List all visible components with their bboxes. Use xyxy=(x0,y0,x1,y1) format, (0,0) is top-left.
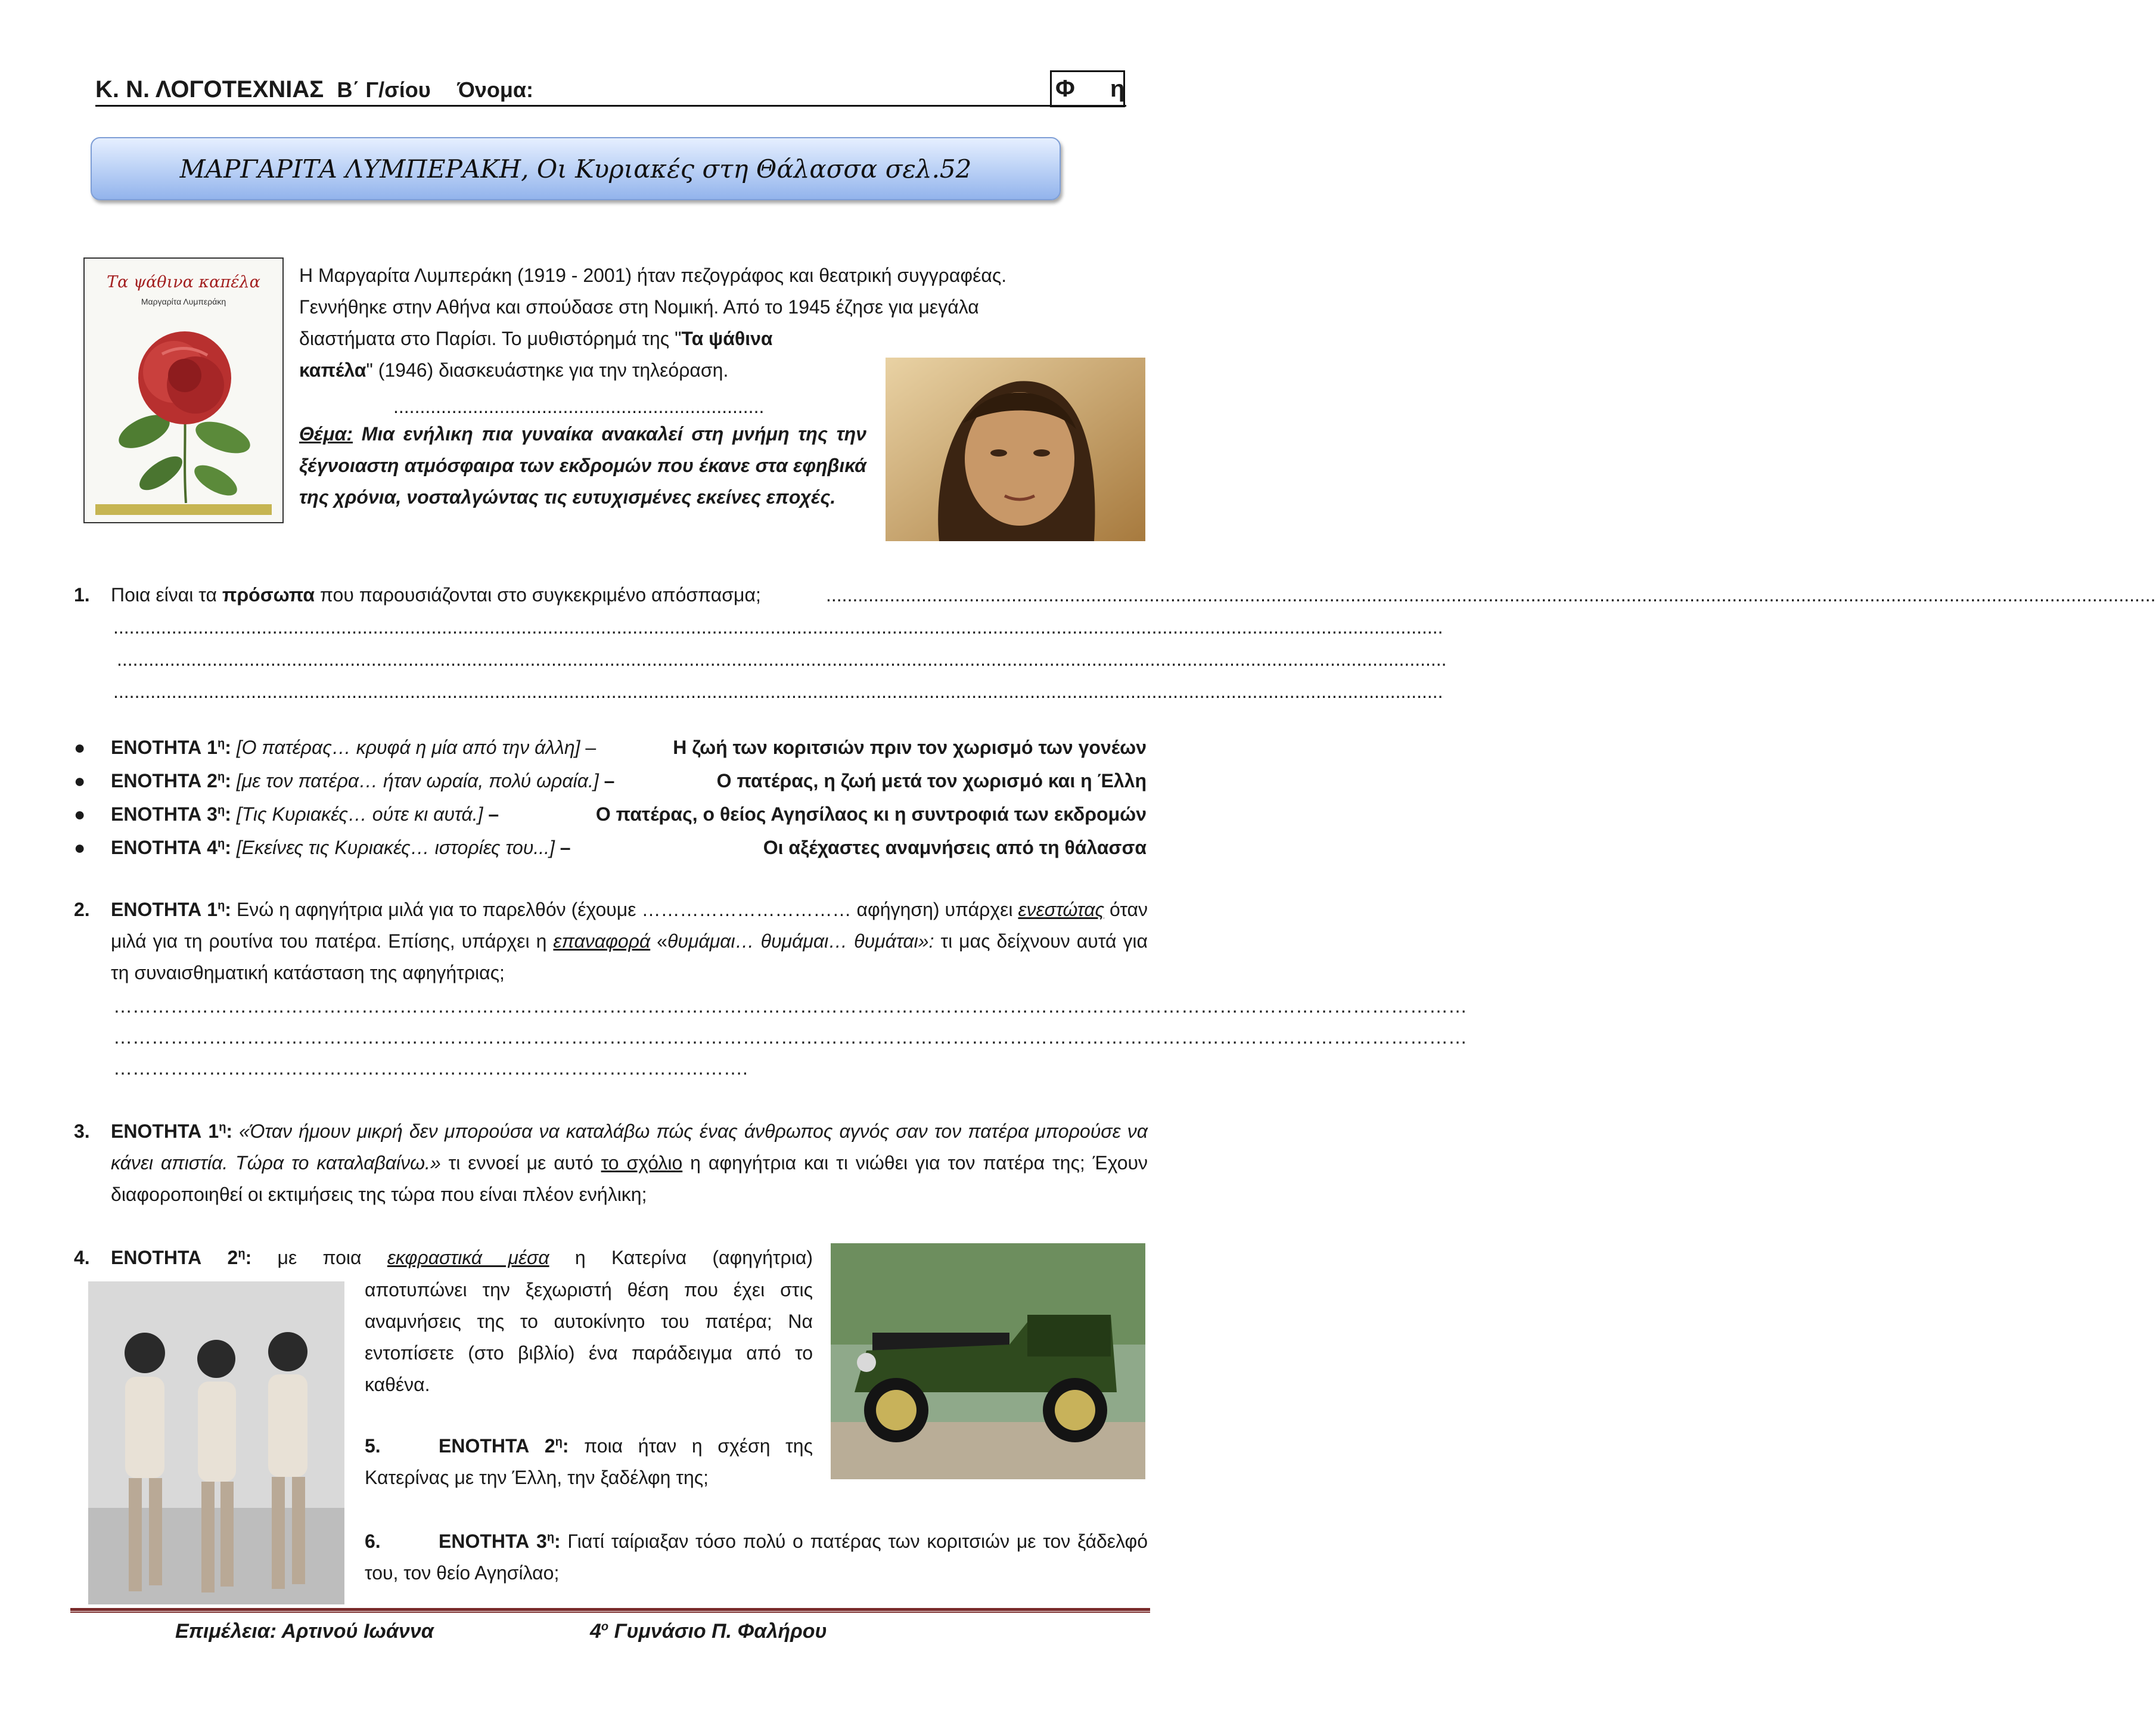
vintage-car-photo xyxy=(831,1243,1145,1479)
question-number: 6. xyxy=(365,1531,381,1552)
book-cover-title: Τα ψάθινα καπέλα xyxy=(107,273,260,291)
footer-divider xyxy=(70,1608,1150,1613)
answer-line[interactable]: ........................................................................................................................................................................................................................................................... xyxy=(117,648,1447,670)
worksheet-code-letter: Φ xyxy=(1055,76,1075,102)
unit-title: Ο πατέρας, η ζωή μετά τον χωρισμό και η Έλλη xyxy=(716,770,1147,791)
grade-label: Β΄ Γ/σίου xyxy=(337,77,431,102)
question-number: 4. xyxy=(74,1247,90,1268)
answer-line[interactable]: …………………………………………………………………………………………………………………………………………………………………………………………… xyxy=(113,995,1467,1017)
bullet-icon: ● xyxy=(74,737,86,758)
author-photo xyxy=(886,358,1145,541)
question-5: 5. ΕΝΟΤΗΤΑ $2^\eta$: ποια ήταν η σχέση της Κατερίνας με την Έλλη, την ξαδέλφη της; xyxy=(365,1430,813,1494)
rose-illustration xyxy=(85,259,285,524)
answer-line[interactable]: ………………………………………………………………………………………. xyxy=(113,1057,748,1079)
unit-title: Ο πατέρας, ο θείος Αγησίλαος κι η συντροφιά των εκδρομών xyxy=(595,803,1147,825)
name-underline xyxy=(95,105,1126,107)
question-number: 5. xyxy=(365,1435,381,1457)
question-6: 6. ΕΝΟΤΗΤΑ $3^\eta$: Γιατί ταίριαξαν τόσο πολύ ο πατέρας των κοριτσιών με τον ξάδελφό του, τον θείο Αγησίλαο; xyxy=(365,1526,1148,1589)
book-cover-author: Μαργαρίτα Λυμπεράκη xyxy=(141,297,226,306)
question-number: 2. xyxy=(74,899,90,920)
question-4: 4. ΕΝΟΤΗΤΑ $2^\eta$: με ποια εκφραστικά μέσα η Κατερίνα (αφηγήτρια) xyxy=(74,1242,813,1274)
unit-title: Οι αξέχαστες αναμνήσεις από τη θάλασσα xyxy=(763,837,1147,858)
theme-label: Θέμα: xyxy=(299,423,353,445)
answer-line[interactable]: ........................................................................................................................................................................................................................................................... xyxy=(113,616,1443,638)
bullet-icon: ● xyxy=(74,770,86,791)
worksheet-code-sub: η xyxy=(1110,76,1125,102)
banner-title: ΜΑΡΓΑΡΙΤΑ ΛΥΜΠΕΡΑΚΗ, Οι Κυριακές στη Θάλασσα σελ.52 xyxy=(179,154,972,184)
title-banner xyxy=(91,137,1061,200)
subject-label: Κ. Ν. ΛΟΓΟΤΕΧΝΙΑΣ xyxy=(95,76,324,103)
bullet-icon: ● xyxy=(74,803,86,825)
question-3: 3. ΕΝΟΤΗΤΑ $1^\eta$: «Όταν ήμουν μικρή δεν μπορούσα να καταλάβω πώς ένας άνθρωπος αγνός σαν τον πατέρα μπορούσε να κάνει απιστία. Τώρα το καταλαβαίνω.» τι εννοεί με αυτό το σχόλιο η αφηγήτρια και τι νιώθει για τον πατέρα της; Έχουν διαφοροποιηθεί οι εκτιμήσεις της τώρα που είναι πλέον ενήλικη; xyxy=(74,1116,1148,1210)
answer-line[interactable]: ........................................................................................................................................................................................................................................................... xyxy=(826,584,2156,606)
answer-line[interactable]: …………………………………………………………………………………………………………………………………………………………………………………………… xyxy=(113,1026,1467,1048)
bio-dotted-line: ...................................................................... xyxy=(393,396,765,417)
name-label: Όνομα: xyxy=(457,77,534,102)
bullet-icon: ● xyxy=(74,837,86,858)
theme-paragraph xyxy=(299,418,866,513)
worksheet-header xyxy=(95,76,1126,106)
question-number: 3. xyxy=(74,1120,90,1142)
book-cover-footer xyxy=(95,504,272,515)
theme-text: Μια ενήλικη πια γυναίκα ανακαλεί στη μνήμη της την ξέγνοιαστη ατμόσφαιρα των εκδρομών που έκανε στα εφηβικά της χρόνια, νοσταλγώντας τις ευτυχισμένες εκείνες εποχές. xyxy=(299,423,866,508)
question-4-continued: αποτυπώνει την ξεχωριστή θέση που έχει στις αναμνήσεις της το αυτοκίνητο του πατέρα; Να εντοπίσετε (στο βιβλίο) ένα παράδειγμα από το καθένα. xyxy=(365,1279,813,1395)
beach-photo xyxy=(88,1281,344,1604)
answer-line[interactable]: ........................................................................................................................................................................................................................................................... xyxy=(113,681,1443,702)
question-2: 2. ΕΝΟΤΗΤΑ $1^\eta$: Ενώ η αφηγήτρια μιλά για το παρελθόν (έχουμε …………………………… αφήγηση) υπάρχει ενεστώτας όταν μιλά για τη ρουτίνα του πατέρα. Επίσης, υπάρχει η επαναφορά «θυμάμαι… θυμάμαι… θυμάται»: τι μας δείχνουν αυτά για τη συναισθηματική κατάσταση της αφηγήτριας; xyxy=(74,894,1148,989)
worksheet-code-box xyxy=(1050,70,1125,107)
footer-school: $4^o$ Γυμνάσιο Π. Φαλήρου xyxy=(590,1620,827,1643)
author-bio: Η Μαργαρίτα Λυμπεράκη (1919 - 2001) ήταν πεζογράφος και θεατρική συγγραφέας. Γεννήθηκε στην Αθήνα και σπούδασε στη Νομική. Από το 1945 έζησε για μεγάλα διαστήματα στο Παρίσι. Το μυθιστόρημά της "Τα ψάθινα καπέλα" (1946) διασκευάστηκε για την τηλεόραση. xyxy=(299,265,1007,381)
unit-title: Η ζωή των κοριτσιών πριν τον χωρισμό των γονέων xyxy=(673,737,1147,758)
question-1: 1. Ποια είναι τα πρόσωπα που παρουσιάζονται στο συγκεκριμένο απόσπασμα; xyxy=(74,579,1147,611)
question-number: 1. xyxy=(74,584,90,606)
book-cover-image xyxy=(83,257,284,523)
footer-editor: Επιμέλεια: Αρτινού Ιωάννα xyxy=(175,1620,434,1643)
